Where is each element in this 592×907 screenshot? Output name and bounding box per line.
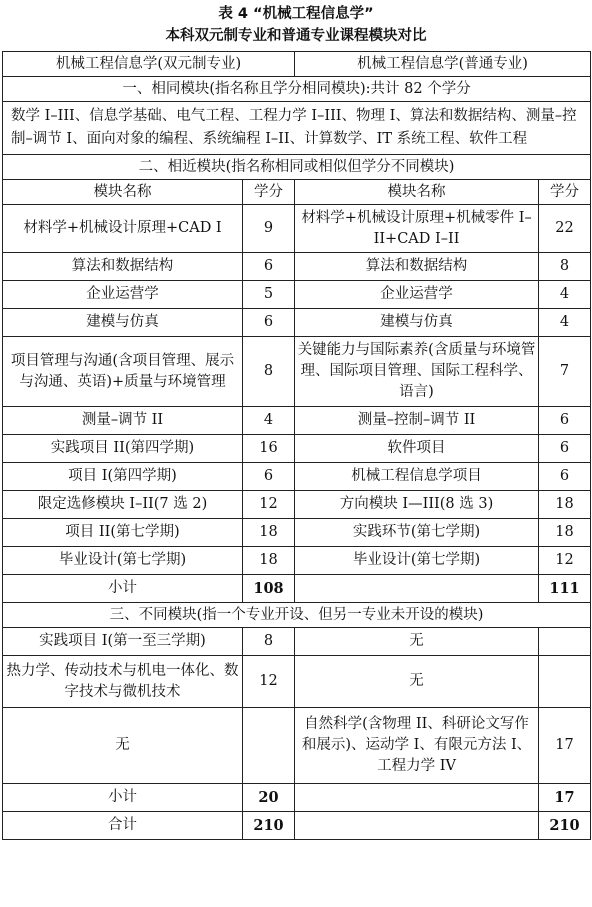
left-module: 建模与仿真 xyxy=(3,309,243,337)
right-credit: 17 xyxy=(539,708,591,784)
table-row xyxy=(3,407,591,435)
header-left: 机械工程信息学(双元制专业) xyxy=(3,52,295,77)
right-module: 企业运营学 xyxy=(295,281,539,309)
subtotal-label: 小计 xyxy=(3,784,243,812)
right-module: 测量–控制–调节 II xyxy=(295,407,539,435)
table-row xyxy=(3,463,591,491)
right-credit: 6 xyxy=(539,435,591,463)
left-credit: 6 xyxy=(243,463,295,491)
left-module: 项目管理与沟通(含项目管理、展示与沟通、英语)+质量与环境管理 xyxy=(3,337,243,407)
left-module: 企业运营学 xyxy=(3,281,243,309)
subtotal-empty xyxy=(295,784,539,812)
left-module: 限定选修模块 I–II(7 选 2) xyxy=(3,491,243,519)
left-credit: 8 xyxy=(243,337,295,407)
right-module: 自然科学(含物理 II、科研论文写作和展示)、运动学 I、有限元方法 I、工程力学 IV xyxy=(295,708,539,784)
table-caption xyxy=(0,0,592,47)
subtotal-left: 20 xyxy=(243,784,295,812)
table-row xyxy=(3,205,591,253)
total-empty xyxy=(295,812,539,840)
section1-title: 一、相同模块(指名称且学分相同模块):共计 82 个学分 xyxy=(3,77,591,102)
table-row xyxy=(3,708,591,784)
table-row xyxy=(3,491,591,519)
subtotal-empty xyxy=(295,575,539,603)
left-credit: 5 xyxy=(243,281,295,309)
left-module: 算法和数据结构 xyxy=(3,253,243,281)
left-credit: 6 xyxy=(243,309,295,337)
left-credit: 12 xyxy=(243,656,295,708)
table-row xyxy=(3,337,591,407)
left-credit: 16 xyxy=(243,435,295,463)
right-credit: 18 xyxy=(539,519,591,547)
right-module: 无 xyxy=(295,656,539,708)
left-credit: 12 xyxy=(243,491,295,519)
section2-title: 二、相近模块(指名称相同或相似但学分不同模块) xyxy=(3,155,591,180)
header-right: 机械工程信息学(普通专业) xyxy=(295,52,591,77)
right-credit: 18 xyxy=(539,491,591,519)
subtotal-row xyxy=(3,575,591,603)
total-right: 210 xyxy=(539,812,591,840)
right-credit: 4 xyxy=(539,281,591,309)
right-module: 材料学+机械设计原理+机械零件 I–II+CAD I–II xyxy=(295,205,539,253)
left-module: 测量–调节 II xyxy=(3,407,243,435)
right-credit xyxy=(539,628,591,656)
table-row xyxy=(3,628,591,656)
left-module: 实践项目 I(第一至三学期) xyxy=(3,628,243,656)
table-row xyxy=(3,281,591,309)
subtotal-row xyxy=(3,784,591,812)
left-credit: 6 xyxy=(243,253,295,281)
right-module: 算法和数据结构 xyxy=(295,253,539,281)
right-credit: 7 xyxy=(539,337,591,407)
right-module: 关键能力与国际素养(含质量与环境管理、国际项目管理、国际工程科学、语言) xyxy=(295,337,539,407)
left-credit: 18 xyxy=(243,547,295,575)
comparison-table xyxy=(2,51,591,840)
col-header-name-right: 模块名称 xyxy=(295,180,539,205)
table-row xyxy=(3,435,591,463)
right-credit: 6 xyxy=(539,463,591,491)
left-module: 项目 I(第四学期) xyxy=(3,463,243,491)
right-module: 机械工程信息学项目 xyxy=(295,463,539,491)
col-header-credit-left: 学分 xyxy=(243,180,295,205)
total-label: 合计 xyxy=(3,812,243,840)
right-module: 无 xyxy=(295,628,539,656)
col-header-credit-right: 学分 xyxy=(539,180,591,205)
left-module: 无 xyxy=(3,708,243,784)
right-credit: 6 xyxy=(539,407,591,435)
table-row xyxy=(3,547,591,575)
right-credit xyxy=(539,656,591,708)
subtotal-left: 108 xyxy=(243,575,295,603)
left-credit: 4 xyxy=(243,407,295,435)
right-credit: 22 xyxy=(539,205,591,253)
table-row xyxy=(3,309,591,337)
col-header-name-left: 模块名称 xyxy=(3,180,243,205)
subtotal-right: 17 xyxy=(539,784,591,812)
table-row xyxy=(3,519,591,547)
caption-title: 表 4 “机械工程信息学” xyxy=(218,6,374,22)
right-module: 方向模块 I—III(8 选 3) xyxy=(295,491,539,519)
subtotal-right: 111 xyxy=(539,575,591,603)
right-module: 软件项目 xyxy=(295,435,539,463)
section1-body: 数学 I–III、信息学基础、电气工程、工程力学 I–III、物理 I、算法和数据结构、测量–控制–调节 I、面向对象的编程、系统编程 I–II、计算数学、IT 系统工程、软件工程 xyxy=(3,102,591,155)
subtotal-label: 小计 xyxy=(3,575,243,603)
table-row xyxy=(3,253,591,281)
right-credit: 8 xyxy=(539,253,591,281)
right-credit: 4 xyxy=(539,309,591,337)
left-credit: 18 xyxy=(243,519,295,547)
left-credit: 9 xyxy=(243,205,295,253)
left-module: 毕业设计(第七学期) xyxy=(3,547,243,575)
caption-subtitle: 本科双元制专业和普通专业课程模块对比 xyxy=(165,28,427,44)
right-credit: 12 xyxy=(539,547,591,575)
section3-title: 三、不同模块(指一个专业开设、但另一专业未开设的模块) xyxy=(3,603,591,628)
left-credit: 8 xyxy=(243,628,295,656)
right-module: 实践环节(第七学期) xyxy=(295,519,539,547)
total-row xyxy=(3,812,591,840)
right-module: 毕业设计(第七学期) xyxy=(295,547,539,575)
left-module: 材料学+机械设计原理+CAD I xyxy=(3,205,243,253)
left-module: 实践项目 II(第四学期) xyxy=(3,435,243,463)
right-module: 建模与仿真 xyxy=(295,309,539,337)
left-module: 项目 II(第七学期) xyxy=(3,519,243,547)
left-module: 热力学、传动技术与机电一体化、数字技术与微机技术 xyxy=(3,656,243,708)
total-left: 210 xyxy=(243,812,295,840)
left-credit xyxy=(243,708,295,784)
table-row xyxy=(3,656,591,708)
